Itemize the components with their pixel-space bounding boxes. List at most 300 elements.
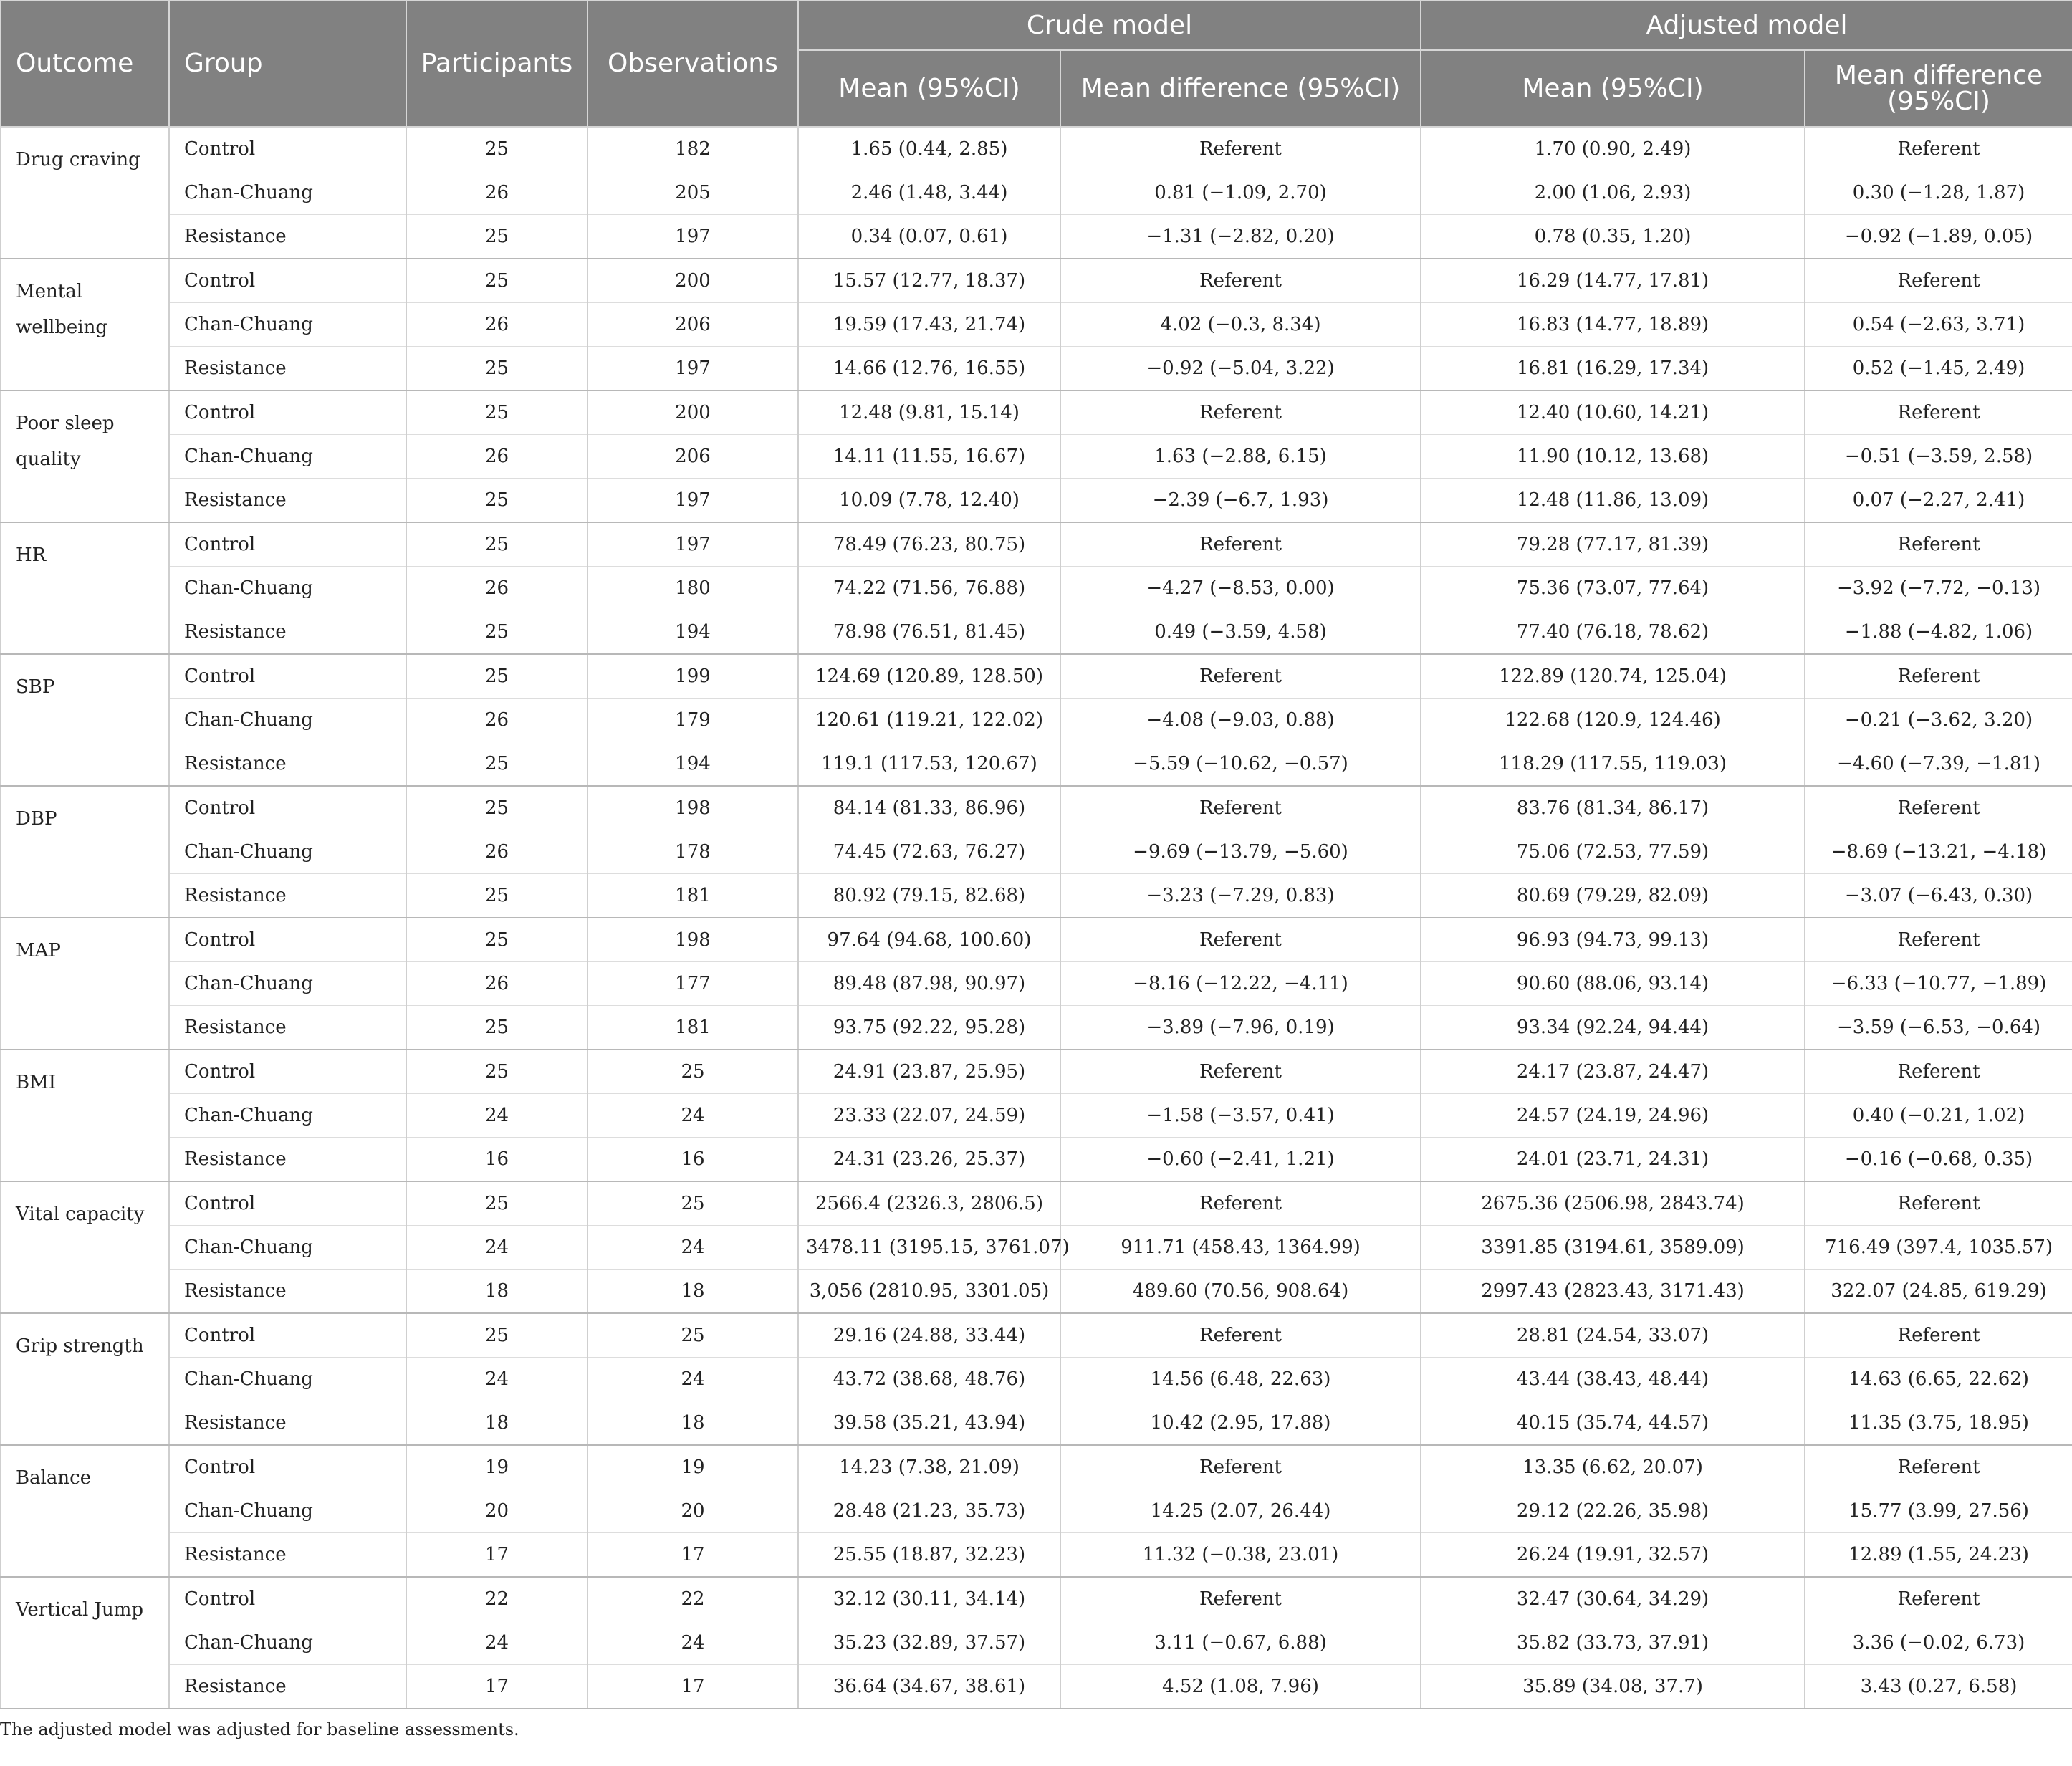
cell-crude-diff: 4.02 (−0.3, 8.34) (1060, 303, 1421, 347)
cell-adjusted-mean: 2675.36 (2506.98, 2843.74) (1421, 1181, 1805, 1226)
cell-crude-mean: 97.64 (94.68, 100.60) (798, 918, 1060, 962)
cell-group: Chan-Chuang (169, 1621, 406, 1665)
cell-group: Chan-Chuang (169, 567, 406, 610)
cell-participants: 18 (406, 1270, 587, 1314)
cell-group: Control (169, 1050, 406, 1094)
cell-group: Resistance (169, 347, 406, 391)
cell-observations: 22 (587, 1577, 798, 1621)
table-row (1, 699, 2072, 742)
table-row (1, 1665, 2072, 1709)
cell-observations: 25 (587, 1313, 798, 1358)
cell-adjusted-diff: −0.16 (−0.68, 0.35) (1805, 1138, 2072, 1182)
cell-participants: 25 (406, 347, 587, 391)
table-body (1, 127, 2072, 1709)
cell-crude-diff: −0.92 (−5.04, 3.22) (1060, 347, 1421, 391)
cell-outcome: Balance (1, 1445, 169, 1577)
cell-adjusted-diff: Referent (1805, 918, 2072, 962)
header-observations: Observations (587, 1, 798, 127)
cell-participants: 25 (406, 874, 587, 918)
header-outcome: Outcome (1, 1, 169, 127)
table-row (1, 742, 2072, 787)
cell-crude-mean: 78.98 (76.51, 81.45) (798, 610, 1060, 655)
cell-adjusted-mean: 77.40 (76.18, 78.62) (1421, 610, 1805, 655)
cell-crude-mean: 14.11 (11.55, 16.67) (798, 435, 1060, 479)
cell-group: Resistance (169, 742, 406, 787)
cell-participants: 25 (406, 1313, 587, 1358)
cell-observations: 198 (587, 918, 798, 962)
cell-crude-mean: 14.66 (12.76, 16.55) (798, 347, 1060, 391)
cell-group: Resistance (169, 1401, 406, 1446)
cell-participants: 25 (406, 522, 587, 567)
cell-group: Resistance (169, 874, 406, 918)
cell-outcome: SBP (1, 654, 169, 786)
cell-crude-mean: 0.34 (0.07, 0.61) (798, 215, 1060, 259)
cell-participants: 20 (406, 1489, 587, 1533)
cell-participants: 24 (406, 1226, 587, 1270)
cell-observations: 199 (587, 654, 798, 699)
cell-observations: 20 (587, 1489, 798, 1533)
cell-adjusted-mean: 29.12 (22.26, 35.98) (1421, 1489, 1805, 1533)
table-footnote: The adjusted model was adjusted for baseline assessments. (0, 1719, 519, 1739)
table-row (1, 303, 2072, 347)
cell-crude-mean: 89.48 (87.98, 90.97) (798, 962, 1060, 1006)
table-row (1, 1094, 2072, 1138)
cell-adjusted-mean: 90.60 (88.06, 93.14) (1421, 962, 1805, 1006)
cell-crude-mean: 84.14 (81.33, 86.96) (798, 786, 1060, 830)
cell-participants: 16 (406, 1138, 587, 1182)
cell-observations: 200 (587, 259, 798, 303)
cell-adjusted-mean: 13.35 (6.62, 20.07) (1421, 1445, 1805, 1489)
cell-crude-mean: 29.16 (24.88, 33.44) (798, 1313, 1060, 1358)
cell-crude-mean: 24.91 (23.87, 25.95) (798, 1050, 1060, 1094)
cell-adjusted-diff: −3.92 (−7.72, −0.13) (1805, 567, 2072, 610)
cell-crude-diff: −4.27 (−8.53, 0.00) (1060, 567, 1421, 610)
cell-adjusted-diff: −0.21 (−3.62, 3.20) (1805, 699, 2072, 742)
header-adjusted-mean: Mean (95%CI) (1421, 50, 1805, 127)
cell-group: Chan-Chuang (169, 699, 406, 742)
cell-crude-mean: 2566.4 (2326.3, 2806.5) (798, 1181, 1060, 1226)
cell-crude-mean: 10.09 (7.78, 12.40) (798, 479, 1060, 523)
cell-adjusted-diff: 12.89 (1.55, 24.23) (1805, 1533, 2072, 1578)
cell-group: Resistance (169, 1138, 406, 1182)
table-row (1, 830, 2072, 874)
cell-crude-diff: 0.81 (−1.09, 2.70) (1060, 171, 1421, 215)
cell-group: Control (169, 1445, 406, 1489)
cell-group: Chan-Chuang (169, 1358, 406, 1401)
cell-adjusted-diff: −8.69 (−13.21, −4.18) (1805, 830, 2072, 874)
cell-adjusted-diff: 0.30 (−1.28, 1.87) (1805, 171, 2072, 215)
cell-outcome: Vertical Jump (1, 1577, 169, 1709)
cell-adjusted-diff: Referent (1805, 1050, 2072, 1094)
cell-participants: 24 (406, 1358, 587, 1401)
cell-crude-mean: 124.69 (120.89, 128.50) (798, 654, 1060, 699)
cell-observations: 194 (587, 610, 798, 655)
cell-observations: 24 (587, 1094, 798, 1138)
cell-crude-diff: 4.52 (1.08, 7.96) (1060, 1665, 1421, 1709)
cell-adjusted-diff: 0.40 (−0.21, 1.02) (1805, 1094, 2072, 1138)
cell-crude-mean: 28.48 (21.23, 35.73) (798, 1489, 1060, 1533)
cell-adjusted-mean: 32.47 (30.64, 34.29) (1421, 1577, 1805, 1621)
table-row (1, 1050, 2072, 1094)
cell-group: Control (169, 1577, 406, 1621)
cell-adjusted-diff: 11.35 (3.75, 18.95) (1805, 1401, 2072, 1446)
cell-observations: 178 (587, 830, 798, 874)
cell-observations: 18 (587, 1401, 798, 1446)
cell-participants: 17 (406, 1665, 587, 1709)
cell-adjusted-mean: 83.76 (81.34, 86.17) (1421, 786, 1805, 830)
cell-adjusted-diff: −3.59 (−6.53, −0.64) (1805, 1006, 2072, 1050)
cell-group: Resistance (169, 1533, 406, 1578)
cell-participants: 25 (406, 610, 587, 655)
cell-observations: 198 (587, 786, 798, 830)
cell-crude-mean: 19.59 (17.43, 21.74) (798, 303, 1060, 347)
cell-group: Control (169, 522, 406, 567)
cell-adjusted-diff: Referent (1805, 259, 2072, 303)
cell-adjusted-mean: 93.34 (92.24, 94.44) (1421, 1006, 1805, 1050)
cell-participants: 25 (406, 479, 587, 523)
cell-group: Resistance (169, 1665, 406, 1709)
table-row (1, 567, 2072, 610)
cell-adjusted-diff: 322.07 (24.85, 619.29) (1805, 1270, 2072, 1314)
cell-observations: 25 (587, 1181, 798, 1226)
cell-crude-mean: 3,056 (2810.95, 3301.05) (798, 1270, 1060, 1314)
cell-adjusted-diff: 14.63 (6.65, 22.62) (1805, 1358, 2072, 1401)
cell-outcome: BMI (1, 1050, 169, 1181)
cell-adjusted-diff: −3.07 (−6.43, 0.30) (1805, 874, 2072, 918)
cell-group: Resistance (169, 610, 406, 655)
cell-group: Chan-Chuang (169, 171, 406, 215)
cell-adjusted-diff: Referent (1805, 1313, 2072, 1358)
cell-group: Chan-Chuang (169, 303, 406, 347)
cell-group: Resistance (169, 215, 406, 259)
cell-crude-diff: Referent (1060, 1313, 1421, 1358)
table-row (1, 786, 2072, 830)
cell-adjusted-diff: −4.60 (−7.39, −1.81) (1805, 742, 2072, 787)
cell-adjusted-mean: 24.17 (23.87, 24.47) (1421, 1050, 1805, 1094)
header-group: Group (169, 1, 406, 127)
cell-crude-diff: Referent (1060, 918, 1421, 962)
cell-participants: 26 (406, 171, 587, 215)
cell-crude-mean: 15.57 (12.77, 18.37) (798, 259, 1060, 303)
cell-adjusted-diff: Referent (1805, 654, 2072, 699)
cell-crude-mean: 78.49 (76.23, 80.75) (798, 522, 1060, 567)
cell-crude-diff: 3.11 (−0.67, 6.88) (1060, 1621, 1421, 1665)
cell-adjusted-mean: 16.81 (16.29, 17.34) (1421, 347, 1805, 391)
cell-participants: 26 (406, 303, 587, 347)
cell-adjusted-mean: 0.78 (0.35, 1.20) (1421, 215, 1805, 259)
cell-adjusted-diff: −1.88 (−4.82, 1.06) (1805, 610, 2072, 655)
cell-participants: 25 (406, 215, 587, 259)
cell-crude-diff: 489.60 (70.56, 908.64) (1060, 1270, 1421, 1314)
cell-observations: 17 (587, 1665, 798, 1709)
cell-adjusted-mean: 79.28 (77.17, 81.39) (1421, 522, 1805, 567)
table-row (1, 435, 2072, 479)
table-row (1, 1401, 2072, 1446)
cell-crude-diff: Referent (1060, 390, 1421, 435)
cell-observations: 205 (587, 171, 798, 215)
cell-group: Chan-Chuang (169, 962, 406, 1006)
table-row (1, 1226, 2072, 1270)
cell-adjusted-diff: 15.77 (3.99, 27.56) (1805, 1489, 2072, 1533)
cell-crude-diff: 10.42 (2.95, 17.88) (1060, 1401, 1421, 1446)
cell-adjusted-mean: 11.90 (10.12, 13.68) (1421, 435, 1805, 479)
cell-outcome: Grip strength (1, 1313, 169, 1445)
cell-crude-diff: Referent (1060, 786, 1421, 830)
cell-adjusted-mean: 2997.43 (2823.43, 3171.43) (1421, 1270, 1805, 1314)
cell-crude-diff: Referent (1060, 1445, 1421, 1489)
cell-adjusted-diff: 3.36 (−0.02, 6.73) (1805, 1621, 2072, 1665)
cell-observations: 24 (587, 1621, 798, 1665)
cell-observations: 206 (587, 435, 798, 479)
table-row (1, 1533, 2072, 1578)
table-row (1, 1489, 2072, 1533)
cell-crude-mean: 43.72 (38.68, 48.76) (798, 1358, 1060, 1401)
cell-outcome: MAP (1, 918, 169, 1050)
cell-adjusted-diff: 3.43 (0.27, 6.58) (1805, 1665, 2072, 1709)
cell-adjusted-diff: Referent (1805, 390, 2072, 435)
table-row (1, 1270, 2072, 1314)
cell-adjusted-mean: 12.48 (11.86, 13.09) (1421, 479, 1805, 523)
cell-adjusted-diff: Referent (1805, 522, 2072, 567)
cell-crude-diff: −3.23 (−7.29, 0.83) (1060, 874, 1421, 918)
table-row (1, 962, 2072, 1006)
header-crude-diff: Mean difference (95%CI) (1060, 50, 1421, 127)
cell-group: Control (169, 390, 406, 435)
cell-group: Control (169, 786, 406, 830)
cell-crude-mean: 120.61 (119.21, 122.02) (798, 699, 1060, 742)
table-row (1, 1445, 2072, 1489)
cell-observations: 177 (587, 962, 798, 1006)
cell-observations: 16 (587, 1138, 798, 1182)
cell-crude-mean: 25.55 (18.87, 32.23) (798, 1533, 1060, 1578)
cell-crude-diff: Referent (1060, 1181, 1421, 1226)
cell-crude-mean: 74.45 (72.63, 76.27) (798, 830, 1060, 874)
cell-adjusted-diff: Referent (1805, 1577, 2072, 1621)
cell-adjusted-mean: 118.29 (117.55, 119.03) (1421, 742, 1805, 787)
cell-adjusted-diff: Referent (1805, 786, 2072, 830)
cell-participants: 26 (406, 699, 587, 742)
table-row (1, 1138, 2072, 1182)
table-row (1, 1621, 2072, 1665)
cell-group: Control (169, 259, 406, 303)
cell-group: Chan-Chuang (169, 1489, 406, 1533)
cell-crude-diff: −8.16 (−12.22, −4.11) (1060, 962, 1421, 1006)
table-row (1, 522, 2072, 567)
cell-observations: 197 (587, 347, 798, 391)
table-row (1, 1358, 2072, 1401)
cell-adjusted-mean: 2.00 (1.06, 2.93) (1421, 171, 1805, 215)
cell-adjusted-mean: 35.82 (33.73, 37.91) (1421, 1621, 1805, 1665)
cell-participants: 25 (406, 127, 587, 171)
cell-adjusted-mean: 96.93 (94.73, 99.13) (1421, 918, 1805, 962)
cell-crude-diff: Referent (1060, 127, 1421, 171)
cell-adjusted-mean: 122.89 (120.74, 125.04) (1421, 654, 1805, 699)
cell-crude-mean: 23.33 (22.07, 24.59) (798, 1094, 1060, 1138)
table-row (1, 1006, 2072, 1050)
table-row (1, 1181, 2072, 1226)
cell-participants: 26 (406, 567, 587, 610)
table-row (1, 1313, 2072, 1358)
cell-participants: 25 (406, 259, 587, 303)
cell-observations: 197 (587, 479, 798, 523)
cell-crude-diff: Referent (1060, 1577, 1421, 1621)
cell-participants: 22 (406, 1577, 587, 1621)
cell-crude-diff: 1.63 (−2.88, 6.15) (1060, 435, 1421, 479)
cell-crude-diff: 911.71 (458.43, 1364.99) (1060, 1226, 1421, 1270)
cell-adjusted-mean: 35.89 (34.08, 37.7) (1421, 1665, 1805, 1709)
cell-group: Chan-Chuang (169, 435, 406, 479)
cell-crude-mean: 80.92 (79.15, 82.68) (798, 874, 1060, 918)
cell-adjusted-mean: 75.06 (72.53, 77.59) (1421, 830, 1805, 874)
table-row (1, 390, 2072, 435)
table-row (1, 874, 2072, 918)
cell-group: Chan-Chuang (169, 1226, 406, 1270)
cell-group: Chan-Chuang (169, 1094, 406, 1138)
cell-participants: 25 (406, 1181, 587, 1226)
cell-crude-diff: −2.39 (−6.7, 1.93) (1060, 479, 1421, 523)
cell-adjusted-mean: 1.70 (0.90, 2.49) (1421, 127, 1805, 171)
cell-crude-mean: 24.31 (23.26, 25.37) (798, 1138, 1060, 1182)
cell-crude-diff: Referent (1060, 1050, 1421, 1094)
table-row (1, 215, 2072, 259)
cell-crude-mean: 32.12 (30.11, 34.14) (798, 1577, 1060, 1621)
cell-adjusted-diff: Referent (1805, 127, 2072, 171)
cell-crude-diff: Referent (1060, 259, 1421, 303)
cell-crude-diff: −1.58 (−3.57, 0.41) (1060, 1094, 1421, 1138)
cell-participants: 24 (406, 1094, 587, 1138)
header-crude-model: Crude model (798, 1, 1421, 50)
cell-observations: 197 (587, 522, 798, 567)
cell-observations: 19 (587, 1445, 798, 1489)
cell-adjusted-diff: 0.54 (−2.63, 3.71) (1805, 303, 2072, 347)
cell-adjusted-mean: 80.69 (79.29, 82.09) (1421, 874, 1805, 918)
header-adjusted-model: Adjusted model (1421, 1, 2072, 50)
cell-crude-diff: −9.69 (−13.79, −5.60) (1060, 830, 1421, 874)
cell-crude-diff: −5.59 (−10.62, −0.57) (1060, 742, 1421, 787)
cell-crude-diff: 11.32 (−0.38, 23.01) (1060, 1533, 1421, 1578)
cell-observations: 181 (587, 874, 798, 918)
cell-group: Control (169, 1313, 406, 1358)
cell-observations: 181 (587, 1006, 798, 1050)
cell-crude-mean: 14.23 (7.38, 21.09) (798, 1445, 1060, 1489)
cell-participants: 25 (406, 742, 587, 787)
cell-crude-mean: 39.58 (35.21, 43.94) (798, 1401, 1060, 1446)
cell-adjusted-mean: 75.36 (73.07, 77.64) (1421, 567, 1805, 610)
cell-adjusted-mean: 40.15 (35.74, 44.57) (1421, 1401, 1805, 1446)
header-participants: Participants (406, 1, 587, 127)
cell-adjusted-mean: 26.24 (19.91, 32.57) (1421, 1533, 1805, 1578)
table-row (1, 610, 2072, 655)
cell-participants: 25 (406, 390, 587, 435)
cell-outcome: Drug craving (1, 127, 169, 259)
cell-outcome: Mental wellbeing (1, 259, 169, 390)
table-row (1, 479, 2072, 523)
cell-outcome: HR (1, 522, 169, 654)
cell-crude-mean: 36.64 (34.67, 38.61) (798, 1665, 1060, 1709)
cell-adjusted-diff: −0.51 (−3.59, 2.58) (1805, 435, 2072, 479)
header-crude-mean: Mean (95%CI) (798, 50, 1060, 127)
cell-adjusted-mean: 16.83 (14.77, 18.89) (1421, 303, 1805, 347)
cell-adjusted-mean: 12.40 (10.60, 14.21) (1421, 390, 1805, 435)
cell-crude-mean: 3478.11 (3195.15, 3761.07) (798, 1226, 1060, 1270)
table-row (1, 259, 2072, 303)
cell-participants: 25 (406, 654, 587, 699)
cell-crude-diff: 14.56 (6.48, 22.63) (1060, 1358, 1421, 1401)
cell-participants: 25 (406, 918, 587, 962)
cell-observations: 179 (587, 699, 798, 742)
cell-observations: 24 (587, 1358, 798, 1401)
cell-observations: 182 (587, 127, 798, 171)
cell-observations: 18 (587, 1270, 798, 1314)
cell-outcome: DBP (1, 786, 169, 918)
cell-participants: 26 (406, 435, 587, 479)
table-row (1, 347, 2072, 391)
cell-crude-diff: 14.25 (2.07, 26.44) (1060, 1489, 1421, 1533)
cell-group: Resistance (169, 1270, 406, 1314)
cell-crude-diff: −3.89 (−7.96, 0.19) (1060, 1006, 1421, 1050)
cell-observations: 200 (587, 390, 798, 435)
table-row (1, 171, 2072, 215)
cell-observations: 24 (587, 1226, 798, 1270)
cell-participants: 26 (406, 962, 587, 1006)
cell-adjusted-diff: 0.07 (−2.27, 2.41) (1805, 479, 2072, 523)
cell-crude-diff: Referent (1060, 654, 1421, 699)
cell-crude-mean: 74.22 (71.56, 76.88) (798, 567, 1060, 610)
table-row (1, 654, 2072, 699)
cell-outcome: Vital capacity (1, 1181, 169, 1313)
table-header (1, 1, 2072, 127)
cell-crude-diff: Referent (1060, 522, 1421, 567)
cell-adjusted-mean: 43.44 (38.43, 48.44) (1421, 1358, 1805, 1401)
cell-participants: 25 (406, 786, 587, 830)
table-row (1, 1577, 2072, 1621)
cell-adjusted-diff: 716.49 (397.4, 1035.57) (1805, 1226, 2072, 1270)
cell-adjusted-diff: Referent (1805, 1445, 2072, 1489)
cell-adjusted-mean: 24.57 (24.19, 24.96) (1421, 1094, 1805, 1138)
cell-adjusted-diff: 0.52 (−1.45, 2.49) (1805, 347, 2072, 391)
cell-observations: 194 (587, 742, 798, 787)
cell-group: Control (169, 918, 406, 962)
cell-adjusted-mean: 122.68 (120.9, 124.46) (1421, 699, 1805, 742)
cell-adjusted-mean: 16.29 (14.77, 17.81) (1421, 259, 1805, 303)
cell-observations: 206 (587, 303, 798, 347)
cell-adjusted-mean: 3391.85 (3194.61, 3589.09) (1421, 1226, 1805, 1270)
cell-participants: 17 (406, 1533, 587, 1578)
cell-group: Resistance (169, 479, 406, 523)
cell-group: Control (169, 127, 406, 171)
cell-group: Control (169, 1181, 406, 1226)
cell-adjusted-mean: 28.81 (24.54, 33.07) (1421, 1313, 1805, 1358)
cell-crude-mean: 119.1 (117.53, 120.67) (798, 742, 1060, 787)
cell-crude-mean: 1.65 (0.44, 2.85) (798, 127, 1060, 171)
cell-observations: 180 (587, 567, 798, 610)
cell-participants: 25 (406, 1050, 587, 1094)
cell-crude-mean: 35.23 (32.89, 37.57) (798, 1621, 1060, 1665)
table-row (1, 918, 2072, 962)
cell-group: Control (169, 654, 406, 699)
header-adjusted-diff: Mean difference (95%CI) (1805, 50, 2072, 127)
cell-adjusted-diff: −0.92 (−1.89, 0.05) (1805, 215, 2072, 259)
cell-adjusted-mean: 24.01 (23.71, 24.31) (1421, 1138, 1805, 1182)
cell-adjusted-diff: Referent (1805, 1181, 2072, 1226)
cell-adjusted-diff: −6.33 (−10.77, −1.89) (1805, 962, 2072, 1006)
cell-crude-mean: 93.75 (92.22, 95.28) (798, 1006, 1060, 1050)
cell-observations: 197 (587, 215, 798, 259)
table-row (1, 127, 2072, 171)
cell-crude-mean: 12.48 (9.81, 15.14) (798, 390, 1060, 435)
cell-participants: 18 (406, 1401, 587, 1446)
cell-group: Chan-Chuang (169, 830, 406, 874)
